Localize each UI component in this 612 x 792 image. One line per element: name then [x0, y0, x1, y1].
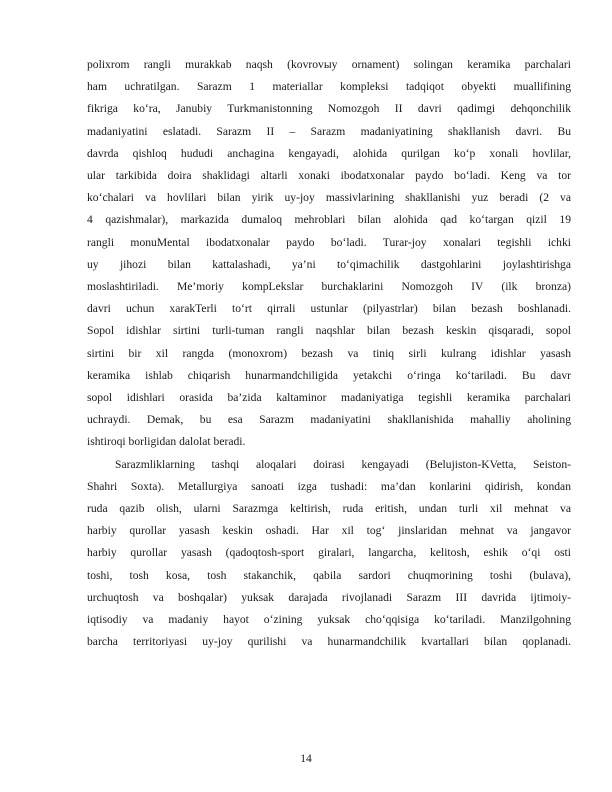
text-line: iqtisodiy va madaniy hayot o‘zining yuksak cho‘qqisiga ko‘tariladi. Manzilgohning [87, 613, 571, 627]
text-line: madaniyatini eslatadi. Sarazm II – Sarazm madaniyatining shakllanish davri. Bu [87, 124, 571, 138]
text-line: ham uchratilgan. Sarazm 1 materiallar kompleksi tadqiqot obyekti muallifining [87, 80, 571, 94]
text-line: harbiy qurollar yasash (qadoqtosh-sport giralari, langarcha, kelitosh, eshik o‘qi osti [87, 546, 571, 560]
text-line: fikriga ko‘ra, Janubiy Turkmanistonning Nomozgoh II davri qadimgi dehqonchilik [87, 102, 571, 116]
text-line: uchraydi. Demak, bu esa Sarazm madaniyatini shakllanishida mahalliy aholining [87, 413, 571, 427]
text-line: ruda qazib olish, ularni Sarazmga keltirish, ruda eritish, undan turli xil mehnat va [87, 502, 571, 516]
text-line: barcha territoriyasi uy-joy qurilishi va hunarmandchilik kvartallari bilan qoplanadi. [87, 635, 571, 649]
text-line: Shahri Soxta). Metallurgiya sanoati izga tushadi: ma’dan konlarini qidirish, kondan [87, 479, 571, 493]
text-line: polixrom rangli murakkab naqsh (kovrovыy ornament) solingan keramika parchalari [87, 58, 571, 71]
text-line: ular tarkibida doira shaklidagi altarli xonaki ibodatxonalar paydo bo‘ladi. Keng va tor [87, 169, 571, 183]
text-line: rangli monuMental ibodatxonalar paydo bo‘ladi. Turar-joy xonalari tegishli ichki [87, 235, 571, 249]
text-line: sopol idishlari orasida ba’zida kaltaminor madaniyatiga tegishli keramika parchalari [87, 391, 571, 405]
text-line: sirtini bir xil rangda (monoxrom) bezash va tiniq sirli kulrang idishlar yasash [87, 346, 571, 360]
text-line: 4 qazishmalar), markazida dumaloq mehroblari bilan alohida qad ko‘targan qizil 19 [87, 213, 571, 227]
text-line: davrda qishloq hududi anchagina kengayadi, alohida qurilgan ko‘p xonali hovlilar, [87, 146, 571, 160]
text-line: Sarazmliklarning tashqi aloqalari doirasi kengayadi (Belujiston-KVetta, Seiston- [115, 457, 571, 471]
text-line: harbiy qurollar yasash keskin oshadi. Har xil tog‘ jinslaridan mehnat va jangavor [87, 524, 571, 538]
text-line: urchuqtosh va boshqalar) yuksak darajada rivojlanadi Sarazm III davrida ijtimoiy- [87, 590, 571, 604]
text-line: ishtiroqi borligidan dalolat beradi. [87, 435, 246, 449]
page-number: 14 [300, 752, 312, 765]
paragraph-1 [87, 54, 571, 454]
text-line: uy jihozi bilan kattalashadi, ya’ni to‘qimachilik dastgohlarini joylashtirishga [87, 257, 571, 271]
text-line: keramika ishlab chiqarish hunarmandchiligida yetakchi o‘ringa ko‘tariladi. Bu davr [87, 368, 571, 382]
text-line: toshi, tosh kosa, tosh stakanchik, qabila sardori chuqmorining toshi (bulava), [87, 568, 571, 582]
document-page [87, 54, 571, 653]
text-line: davri uchun xarakTerli to‘rt qirrali ustunlar (pilyastrlar) bilan bezash boshlanadi. [87, 302, 571, 316]
text-line: moslashtiriladi. Me’moriy kompLekslar burchaklarini Nomozgoh IV (ilk bronza) [87, 280, 571, 294]
paragraph-2 [87, 454, 571, 654]
text-line: Sopol idishlar sirtini turli-tuman rangli naqshlar bilan bezash keskin qisqaradi, sopol [87, 324, 571, 338]
text-line: ko‘chalari va hovlilari bilan yirik uy-joy massivlarining shakllanishi yuz beradi (2 va [87, 191, 571, 205]
